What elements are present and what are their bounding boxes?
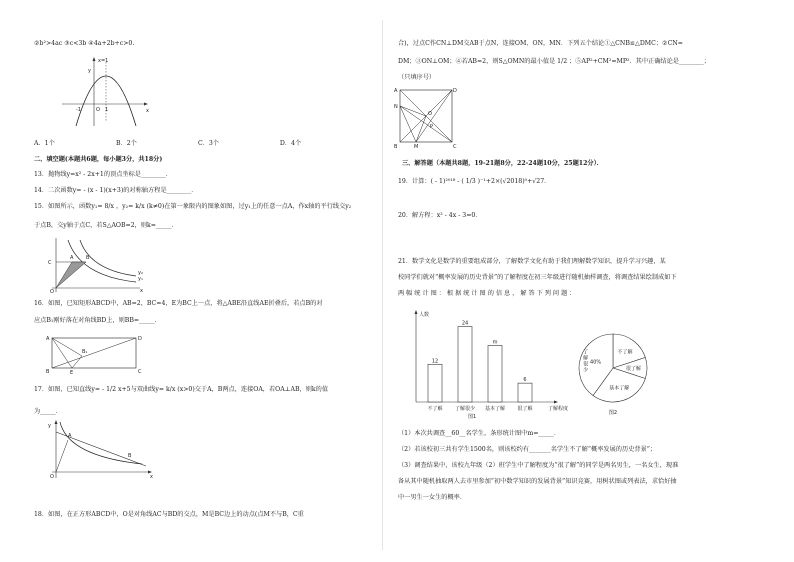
q12-option-a[interactable]: A．1个 bbox=[34, 140, 55, 147]
q16-line1: 16．如图，已知矩形ABCD中，AB=2，BC=4，E为BC上一点，将△ABE沿直线AE折叠后，若点B的对 bbox=[34, 300, 323, 307]
q16-c-label: C bbox=[138, 369, 142, 375]
q19: 19．计算：( - 1)²⁰¹⁸ - ( 1/3 )⁻¹+2×(√2018)⁰+√27． bbox=[398, 178, 551, 185]
q21-line3: 两 幅 统 计 图 ： 根 据 统 计 图 的 信 息 ， 解 答 下 列 问 题 ： bbox=[398, 290, 576, 297]
bar-3 bbox=[518, 383, 532, 402]
q12-neg1-label: -1 bbox=[76, 107, 81, 113]
q15-line2: 于点B，交y轴于点C，若S△AOB=2，则k=_____． bbox=[34, 222, 178, 229]
q21-line1: 21．数学文化是数学的重要组成部分，了解数学文化有助于我们理解数学知识，提升学习兴趣，某 bbox=[398, 258, 666, 265]
bar-tick-label-3: 很了解 bbox=[517, 406, 533, 412]
bar-1 bbox=[458, 327, 472, 402]
q17-line2: 为_____． bbox=[34, 408, 62, 415]
pie-slice-label-0: 不了解 bbox=[617, 349, 633, 356]
bar-tick-label-2: 基本了解 bbox=[484, 406, 506, 412]
bar-x-axis-arrow bbox=[554, 401, 558, 404]
bar-y-axis-label: 人数 bbox=[419, 312, 430, 318]
q17-line1: 17．如图，已知直线y= - 1/2 x+5与双曲线y= k/x (x>0)交于A，B两点，连接OA，若OA⊥AB，则k的值 bbox=[34, 386, 329, 393]
q18-a-label: A bbox=[394, 88, 398, 94]
bar-tick-label-1: 了解很少 bbox=[454, 406, 476, 412]
pie-slice-label-3-char-2: 很 bbox=[583, 361, 589, 368]
q15-b-label: B bbox=[86, 255, 90, 261]
q16-rectangle-graph bbox=[46, 332, 146, 374]
right-column bbox=[390, 0, 770, 562]
pie-slice-label-2: 基本了解 bbox=[609, 385, 630, 392]
section-2-heading: 二、填空题(本题共6题，每小题3分，共18分) bbox=[34, 156, 163, 163]
q15-a-label: A bbox=[70, 255, 74, 261]
pie-slice-label-1: 很了解 bbox=[625, 366, 641, 372]
q15-x-label: x bbox=[140, 288, 143, 294]
q18-line4: （只填序号） bbox=[398, 74, 436, 81]
q15-c-label: C bbox=[48, 260, 52, 266]
q15-line1: 15．如图所示，函数y₁= 8/x ，y₂= k/x (k≠0)在第一象限内的图象如图，过y₁上的任意一点A，作x轴的平行线交y₂ bbox=[34, 203, 352, 210]
q18-m-label: M bbox=[414, 144, 419, 150]
bar-value-label-3: 6 bbox=[523, 377, 527, 384]
q16-d-label: D bbox=[138, 336, 142, 342]
q21-sub3-line2: 备从其中随机抽取两人去市里参加“初中数学知识的发展背景”知识竞赛，用树状图或列表法，求恰好抽 bbox=[398, 478, 677, 485]
q18-p-label: P bbox=[430, 124, 434, 130]
bar-2 bbox=[488, 345, 502, 402]
q18-line2: 合)，过点C作CN⊥DM交AB于点N，连接OM、ON，MN．下列五个结论①△CNB≌△DMC；②CN= bbox=[398, 40, 683, 47]
q21-line2: 校同学们就对“概率发展的历史背景”的了解程度在初三年级进行随机抽样调查，将调查结果绘制成如下 bbox=[398, 274, 677, 281]
q21-sub3-line1: （3）调查结果中，该校九年级（2）班学生中了解程度为“很了解”的同学是两名男生，一名女生，现准 bbox=[398, 462, 679, 469]
q15-o-label: O bbox=[50, 289, 54, 295]
bar-chart-title: 图1 bbox=[468, 414, 477, 420]
bar-y-axis-arrow bbox=[415, 310, 418, 314]
pie-slice-label-3-char-3: 少 bbox=[583, 367, 589, 374]
q16-b1-label: B₁ bbox=[82, 349, 88, 355]
q13: 13．抛物线y=x² - 2x+1的顶点坐标是________． bbox=[34, 171, 172, 178]
q16-line2: 应点B₁刚好落在对角线BD上，则BB=_____． bbox=[34, 317, 161, 324]
bar-0 bbox=[428, 364, 442, 402]
q12-y-label: y bbox=[88, 68, 91, 74]
q17-y-label: y bbox=[48, 423, 51, 429]
section-3-heading: 三、解答题（本题共8题，19-21题8分，22-24题10分，25题12分）． bbox=[402, 160, 603, 167]
q18-line3: DM；③ON⊥OM；④若AB=2，则S△OMN的最小值是 1/2 ；⑤AP²+CM²=MP²．其中正确结论是________； bbox=[398, 58, 710, 65]
left-column bbox=[26, 0, 374, 562]
column-divider bbox=[382, 20, 383, 550]
q18-d-label: D bbox=[453, 88, 457, 94]
pie-slice-label-3-char-0: 了 bbox=[583, 349, 589, 356]
q12-option-c[interactable]: C．3个 bbox=[197, 140, 219, 147]
q12-x-label: x bbox=[146, 108, 149, 114]
q17-line-hyperbola-graph bbox=[46, 420, 156, 480]
q17-a-label: A bbox=[68, 433, 72, 439]
q21-sub1: （1）本次共调查__60__名学生，条形统计图中m=_____． bbox=[398, 430, 561, 437]
q12-parabola-graph bbox=[62, 56, 152, 126]
q14: 14．二次函数y= - (x - 1)(x+3)的对称轴方程是________． bbox=[34, 187, 198, 194]
bar-value-label-0: 12 bbox=[431, 358, 439, 365]
q15-y2-label: y₂ bbox=[138, 270, 143, 276]
pie-slice-label-3-char-1: 解 bbox=[583, 355, 589, 362]
q18-o-label: O bbox=[428, 111, 432, 117]
q12-option-b[interactable]: B．2个 bbox=[115, 140, 137, 147]
pie-chart-title: 图2 bbox=[608, 410, 618, 416]
q21-sub2: （2）若该校初三共有学生1500名，则该校约有_______名学生不了解“概率发展的历史背景”； bbox=[398, 446, 657, 453]
q18-b-label: B bbox=[394, 144, 398, 150]
q12-xeq-label: x=1 bbox=[98, 58, 109, 64]
q18-line1: 18．如图，在正方形ABCD中，O是对角线AC与BD的交点，M是BC边上的动点(点M不与B，C重 bbox=[34, 511, 304, 518]
q12-origin-label: O bbox=[96, 107, 100, 113]
bar-x-axis-label: 了解程度 bbox=[548, 406, 569, 412]
q21-sub3-line3: 中一男生一女生的概率． bbox=[398, 494, 467, 501]
bar-value-label-1: 24 bbox=[461, 320, 469, 327]
q12-option-d[interactable]: D．4个 bbox=[279, 140, 302, 147]
q12-options bbox=[34, 140, 364, 148]
q16-a-label: A bbox=[46, 336, 50, 342]
q16-e-label: E bbox=[70, 370, 74, 376]
q21-bar-chart bbox=[404, 306, 574, 424]
q18-c-label: C bbox=[453, 144, 457, 150]
bar-value-label-2: m bbox=[492, 339, 498, 346]
q18-square-graph bbox=[394, 86, 458, 150]
q20: 20．解方程：x² - 4x - 3=0． bbox=[398, 212, 482, 219]
bar-tick-label-0: 不了解 bbox=[427, 406, 443, 412]
q17-x-label: x bbox=[150, 474, 153, 480]
q15-hyperbola-graph bbox=[46, 236, 146, 294]
q12-tail: ②b²>4ac ③c<3b ④4a+2b+c>0. bbox=[34, 40, 135, 47]
pie-percent-label: 40% bbox=[590, 359, 602, 366]
q17-b-label: B bbox=[128, 453, 132, 459]
q18-n-label: N bbox=[394, 104, 398, 110]
q12-one-label: 1 bbox=[105, 107, 109, 113]
q16-b-label: B bbox=[46, 369, 50, 375]
q15-y1-label: y₁ bbox=[138, 276, 143, 282]
q21-pie-chart bbox=[576, 330, 650, 420]
q17-o-label: O bbox=[50, 474, 54, 480]
